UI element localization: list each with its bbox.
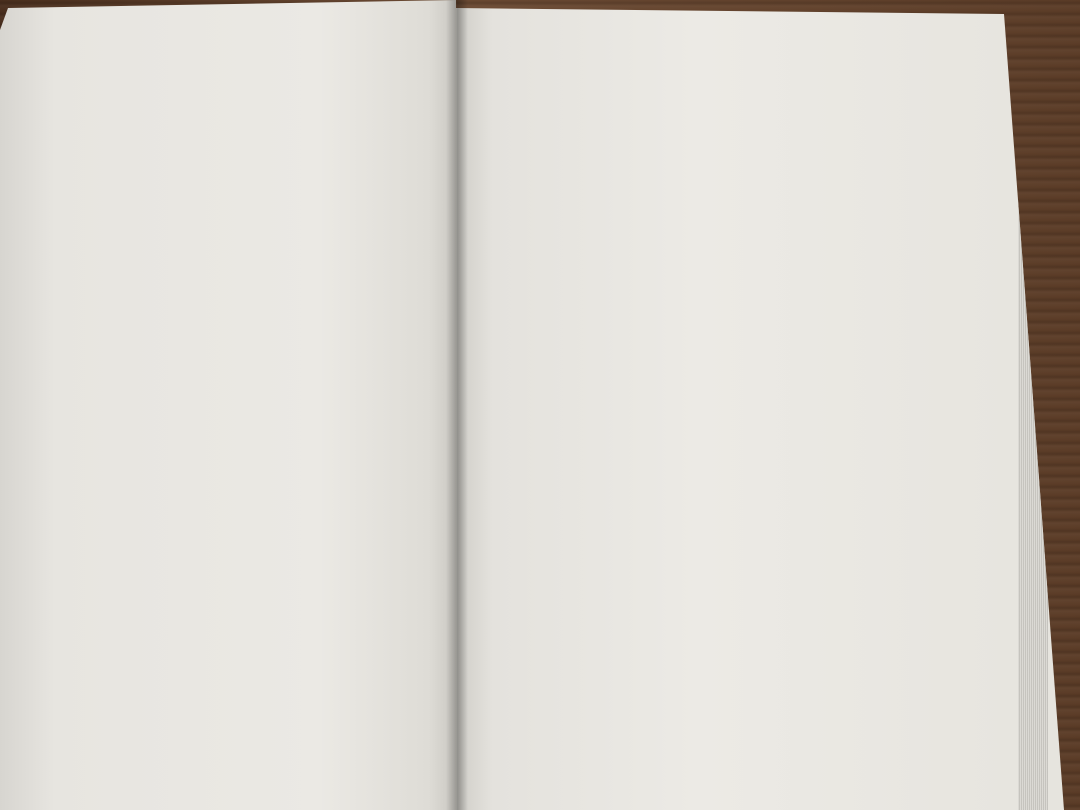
left-page-toc	[0, 0, 456, 810]
right-page	[456, 8, 1064, 810]
left-page	[0, 0, 456, 810]
right-page-toc	[456, 8, 1064, 810]
